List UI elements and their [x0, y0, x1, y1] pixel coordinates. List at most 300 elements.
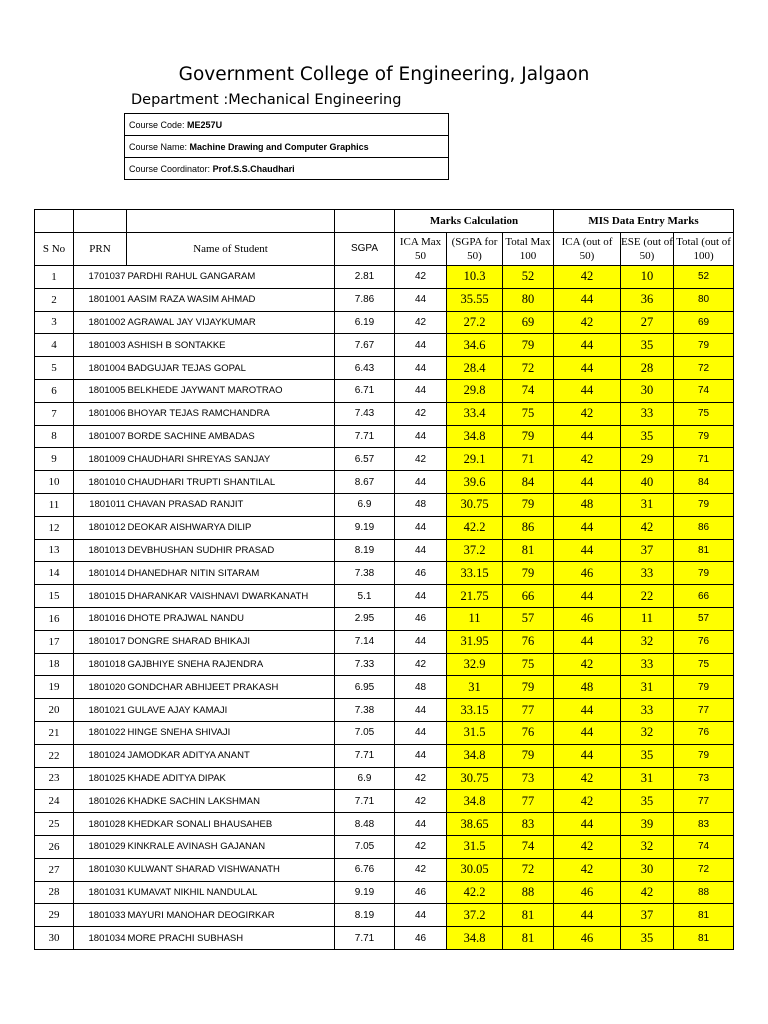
course-name-row [125, 136, 449, 158]
prn-cell: 1801028 [74, 813, 127, 836]
ese-out-cell: 39 [621, 813, 674, 836]
total-out-cell: 79 [674, 676, 734, 699]
sgpa-cell: 6.9 [335, 493, 395, 516]
ese-out-cell: 35 [621, 334, 674, 357]
sgpa-cell: 6.57 [335, 448, 395, 471]
total-max-cell: 52 [503, 266, 554, 289]
ica-max-cell: 48 [395, 493, 447, 516]
ica-max-cell: 44 [395, 699, 447, 722]
ese-out-cell: 36 [621, 288, 674, 311]
ica-max-cell: 44 [395, 357, 447, 380]
course-coordinator-row [125, 158, 449, 180]
prn-cell: 1801024 [74, 744, 127, 767]
marks-table [34, 209, 734, 950]
ese-out-cell: 22 [621, 585, 674, 608]
prn-cell: 1801029 [74, 835, 127, 858]
ese-out-cell: 37 [621, 539, 674, 562]
prn-cell: 1801011 [74, 493, 127, 516]
ica-max-cell: 44 [395, 813, 447, 836]
total-max-cell: 80 [503, 288, 554, 311]
ica-out-cell: 44 [554, 699, 621, 722]
sgpa-for-50-cell: 37.2 [447, 904, 503, 927]
total-max-cell: 88 [503, 881, 554, 904]
table-row [35, 493, 734, 516]
ica-max-cell: 44 [395, 904, 447, 927]
ica-out-cell: 46 [554, 607, 621, 630]
ica-max-cell: 44 [395, 585, 447, 608]
sgpa-cell: 7.86 [335, 288, 395, 311]
total-max-cell: 76 [503, 721, 554, 744]
student-name-cell: JAMODKAR ADITYA ANANT [127, 744, 335, 767]
sgpa-for-50-cell: 42.2 [447, 516, 503, 539]
student-name-cell: CHAUDHARI SHREYAS SANJAY [127, 448, 335, 471]
course-code: ME257U [187, 119, 223, 130]
student-name-cell: KHEDKAR SONALI BHAUSAHEB [127, 813, 335, 836]
sgpa-cell: 8.67 [335, 471, 395, 494]
col-sno: S No [35, 233, 74, 266]
sno-cell: 5 [35, 357, 74, 380]
sno-cell: 23 [35, 767, 74, 790]
column-header-row [35, 233, 734, 266]
sgpa-cell: 5.1 [335, 585, 395, 608]
student-name-cell: KHADE ADITYA DIPAK [127, 767, 335, 790]
sno-cell: 15 [35, 585, 74, 608]
student-name-cell: GAJBHIYE SNEHA RAJENDRA [127, 653, 335, 676]
group-header-row [35, 210, 734, 233]
ese-out-cell: 42 [621, 516, 674, 539]
ica-max-cell: 42 [395, 767, 447, 790]
course-coordinator: Prof.S.S.Chaudhari [212, 163, 295, 174]
prn-cell: 1801007 [74, 425, 127, 448]
prn-cell: 1801030 [74, 858, 127, 881]
total-max-cell: 79 [503, 562, 554, 585]
student-name-cell: MORE PRACHI SUBHASH [127, 927, 335, 950]
sno-cell: 30 [35, 927, 74, 950]
ese-out-cell: 10 [621, 266, 674, 289]
ica-max-cell: 44 [395, 516, 447, 539]
total-out-cell: 83 [674, 813, 734, 836]
ese-out-cell: 33 [621, 402, 674, 425]
ica-out-cell: 44 [554, 630, 621, 653]
sgpa-cell: 7.38 [335, 699, 395, 722]
ica-out-cell: 46 [554, 881, 621, 904]
ica-out-cell: 42 [554, 653, 621, 676]
student-name-cell: BORDE SACHINE AMBADAS [127, 425, 335, 448]
mis-data-entry-header: MIS Data Entry Marks [554, 210, 734, 233]
total-max-cell: 72 [503, 858, 554, 881]
ica-out-cell: 44 [554, 744, 621, 767]
sno-cell: 12 [35, 516, 74, 539]
student-name-cell: DEOKAR AISHWARYA DILIP [127, 516, 335, 539]
student-name-cell: BADGUJAR TEJAS GOPAL [127, 357, 335, 380]
total-max-cell: 57 [503, 607, 554, 630]
prn-cell: 1801003 [74, 334, 127, 357]
sgpa-for-50-cell: 11 [447, 607, 503, 630]
ica-out-cell: 44 [554, 357, 621, 380]
sno-cell: 22 [35, 744, 74, 767]
table-row [35, 630, 734, 653]
ese-out-cell: 32 [621, 630, 674, 653]
sgpa-cell: 7.71 [335, 790, 395, 813]
ica-max-cell: 44 [395, 334, 447, 357]
ese-out-cell: 31 [621, 767, 674, 790]
table-row [35, 471, 734, 494]
sgpa-for-50-cell: 31.5 [447, 835, 503, 858]
student-name-cell: KUMAVAT NIKHIL NANDULAL [127, 881, 335, 904]
table-row [35, 676, 734, 699]
prn-cell: 1801018 [74, 653, 127, 676]
prn-cell: 1801014 [74, 562, 127, 585]
sno-cell: 7 [35, 402, 74, 425]
sgpa-cell: 6.43 [335, 357, 395, 380]
prn-cell: 1801012 [74, 516, 127, 539]
total-out-cell: 79 [674, 334, 734, 357]
ica-max-cell: 46 [395, 607, 447, 630]
student-name-cell: PARDHI RAHUL GANGARAM [127, 266, 335, 289]
prn-cell: 1801013 [74, 539, 127, 562]
total-max-cell: 75 [503, 402, 554, 425]
course-coordinator-label: Course Coordinator: [129, 163, 211, 174]
total-out-cell: 74 [674, 379, 734, 402]
total-out-cell: 81 [674, 539, 734, 562]
total-max-cell: 79 [503, 744, 554, 767]
total-max-cell: 81 [503, 904, 554, 927]
sgpa-for-50-cell: 31 [447, 676, 503, 699]
ese-out-cell: 35 [621, 790, 674, 813]
ica-max-cell: 42 [395, 653, 447, 676]
sgpa-for-50-cell: 30.75 [447, 767, 503, 790]
table-row [35, 721, 734, 744]
sgpa-for-50-cell: 34.8 [447, 425, 503, 448]
ica-max-cell: 46 [395, 881, 447, 904]
ica-out-cell: 42 [554, 790, 621, 813]
sno-cell: 2 [35, 288, 74, 311]
sgpa-cell: 6.95 [335, 676, 395, 699]
total-out-cell: 69 [674, 311, 734, 334]
total-out-cell: 77 [674, 699, 734, 722]
sgpa-for-50-cell: 39.6 [447, 471, 503, 494]
table-row [35, 927, 734, 950]
prn-cell: 1801033 [74, 904, 127, 927]
total-out-cell: 71 [674, 448, 734, 471]
total-out-cell: 86 [674, 516, 734, 539]
table-row [35, 448, 734, 471]
ica-max-cell: 42 [395, 266, 447, 289]
sgpa-for-50-cell: 29.8 [447, 379, 503, 402]
prn-cell: 1701037 [74, 266, 127, 289]
total-max-cell: 86 [503, 516, 554, 539]
total-max-cell: 79 [503, 334, 554, 357]
sno-cell: 6 [35, 379, 74, 402]
ica-out-cell: 44 [554, 425, 621, 448]
table-row [35, 357, 734, 380]
col-ica-max: ICA Max 50 [395, 233, 447, 266]
student-name-cell: HINGE SNEHA SHIVAJI [127, 721, 335, 744]
sno-cell: 3 [35, 311, 74, 334]
student-name-cell: DHARANKAR VAISHNAVI DWARKANATH [127, 585, 335, 608]
sno-cell: 1 [35, 266, 74, 289]
ica-max-cell: 46 [395, 927, 447, 950]
total-max-cell: 83 [503, 813, 554, 836]
sgpa-cell: 9.19 [335, 516, 395, 539]
total-out-cell: 81 [674, 904, 734, 927]
ica-max-cell: 44 [395, 288, 447, 311]
sno-cell: 25 [35, 813, 74, 836]
sgpa-for-50-cell: 28.4 [447, 357, 503, 380]
total-out-cell: 84 [674, 471, 734, 494]
marks-calculation-header: Marks Calculation [395, 210, 554, 233]
ica-out-cell: 42 [554, 448, 621, 471]
sgpa-for-50-cell: 10.3 [447, 266, 503, 289]
ica-max-cell: 42 [395, 790, 447, 813]
prn-cell: 1801010 [74, 471, 127, 494]
prn-cell: 1801005 [74, 379, 127, 402]
prn-cell: 1801022 [74, 721, 127, 744]
sgpa-cell: 2.81 [335, 266, 395, 289]
sno-cell: 14 [35, 562, 74, 585]
ica-out-cell: 42 [554, 266, 621, 289]
total-out-cell: 79 [674, 562, 734, 585]
table-row [35, 744, 734, 767]
sgpa-cell: 8.19 [335, 904, 395, 927]
student-name-cell: GULAVE AJAY KAMAJI [127, 699, 335, 722]
student-name-cell: DHOTE PRAJWAL NANDU [127, 607, 335, 630]
ica-out-cell: 46 [554, 562, 621, 585]
ese-out-cell: 37 [621, 904, 674, 927]
ica-max-cell: 44 [395, 630, 447, 653]
sno-cell: 20 [35, 699, 74, 722]
sgpa-cell: 7.14 [335, 630, 395, 653]
ica-max-cell: 44 [395, 471, 447, 494]
total-max-cell: 66 [503, 585, 554, 608]
sgpa-cell: 7.33 [335, 653, 395, 676]
course-code-row [125, 114, 449, 136]
course-name: Machine Drawing and Computer Graphics [189, 141, 369, 152]
prn-cell: 1801021 [74, 699, 127, 722]
sgpa-for-50-cell: 38.65 [447, 813, 503, 836]
sgpa-cell: 7.43 [335, 402, 395, 425]
ica-out-cell: 48 [554, 493, 621, 516]
sno-cell: 18 [35, 653, 74, 676]
sno-cell: 24 [35, 790, 74, 813]
prn-cell: 1801015 [74, 585, 127, 608]
prn-cell: 1801006 [74, 402, 127, 425]
ica-max-cell: 42 [395, 858, 447, 881]
ica-out-cell: 42 [554, 311, 621, 334]
sgpa-cell: 7.38 [335, 562, 395, 585]
total-out-cell: 76 [674, 630, 734, 653]
sgpa-for-50-cell: 21.75 [447, 585, 503, 608]
table-row [35, 425, 734, 448]
table-row [35, 790, 734, 813]
sgpa-for-50-cell: 33.4 [447, 402, 503, 425]
ica-out-cell: 44 [554, 721, 621, 744]
total-max-cell: 74 [503, 379, 554, 402]
ese-out-cell: 28 [621, 357, 674, 380]
sgpa-cell: 6.76 [335, 858, 395, 881]
total-out-cell: 76 [674, 721, 734, 744]
total-out-cell: 81 [674, 927, 734, 950]
ese-out-cell: 31 [621, 676, 674, 699]
ica-out-cell: 44 [554, 379, 621, 402]
col-name: Name of Student [127, 233, 335, 266]
ica-out-cell: 44 [554, 813, 621, 836]
col-sgpa: SGPA [335, 233, 395, 266]
total-out-cell: 80 [674, 288, 734, 311]
student-name-cell: DONGRE SHARAD BHIKAJI [127, 630, 335, 653]
sgpa-for-50-cell: 42.2 [447, 881, 503, 904]
institution-title: Government College of Engineering, Jalgaon [178, 64, 590, 85]
col-sgpa-for-50: (SGPA for 50) [447, 233, 503, 266]
sgpa-for-50-cell: 30.05 [447, 858, 503, 881]
ica-max-cell: 48 [395, 676, 447, 699]
student-name-cell: DHANEDHAR NITIN SITARAM [127, 562, 335, 585]
total-max-cell: 73 [503, 767, 554, 790]
ese-out-cell: 40 [621, 471, 674, 494]
prn-cell: 1801031 [74, 881, 127, 904]
sgpa-for-50-cell: 31.95 [447, 630, 503, 653]
table-row [35, 516, 734, 539]
student-name-cell: CHAUDHARI TRUPTI SHANTILAL [127, 471, 335, 494]
total-max-cell: 79 [503, 493, 554, 516]
total-max-cell: 81 [503, 539, 554, 562]
ica-out-cell: 42 [554, 858, 621, 881]
ese-out-cell: 29 [621, 448, 674, 471]
student-name-cell: KHADKE SACHIN LAKSHMAN [127, 790, 335, 813]
ica-out-cell: 42 [554, 835, 621, 858]
ica-out-cell: 42 [554, 402, 621, 425]
total-out-cell: 74 [674, 835, 734, 858]
student-name-cell: BHOYAR TEJAS RAMCHANDRA [127, 402, 335, 425]
ica-max-cell: 44 [395, 379, 447, 402]
table-row [35, 334, 734, 357]
ica-out-cell: 44 [554, 516, 621, 539]
table-row [35, 266, 734, 289]
total-max-cell: 76 [503, 630, 554, 653]
student-rows [35, 266, 734, 950]
sno-cell: 11 [35, 493, 74, 516]
sgpa-for-50-cell: 29.1 [447, 448, 503, 471]
ese-out-cell: 30 [621, 379, 674, 402]
sgpa-cell: 7.71 [335, 425, 395, 448]
col-prn: PRN [74, 233, 127, 266]
sno-cell: 29 [35, 904, 74, 927]
sgpa-for-50-cell: 34.8 [447, 927, 503, 950]
total-out-cell: 88 [674, 881, 734, 904]
student-name-cell: DEVBHUSHAN SUDHIR PRASAD [127, 539, 335, 562]
ica-max-cell: 44 [395, 721, 447, 744]
ese-out-cell: 35 [621, 927, 674, 950]
total-out-cell: 75 [674, 402, 734, 425]
total-out-cell: 72 [674, 357, 734, 380]
sno-cell: 10 [35, 471, 74, 494]
ese-out-cell: 35 [621, 425, 674, 448]
prn-cell: 1801017 [74, 630, 127, 653]
ese-out-cell: 32 [621, 721, 674, 744]
table-row [35, 379, 734, 402]
total-max-cell: 81 [503, 927, 554, 950]
sgpa-for-50-cell: 34.6 [447, 334, 503, 357]
sno-cell: 27 [35, 858, 74, 881]
total-max-cell: 74 [503, 835, 554, 858]
sgpa-cell: 7.05 [335, 835, 395, 858]
ese-out-cell: 33 [621, 653, 674, 676]
course-name-label: Course Name: [129, 141, 188, 152]
prn-cell: 1801026 [74, 790, 127, 813]
ese-out-cell: 32 [621, 835, 674, 858]
total-max-cell: 79 [503, 425, 554, 448]
table-row [35, 311, 734, 334]
ica-max-cell: 44 [395, 539, 447, 562]
sgpa-for-50-cell: 34.8 [447, 790, 503, 813]
student-name-cell: MAYURI MANOHAR DEOGIRKAR [127, 904, 335, 927]
ica-out-cell: 44 [554, 904, 621, 927]
ese-out-cell: 42 [621, 881, 674, 904]
table-row [35, 653, 734, 676]
total-max-cell: 84 [503, 471, 554, 494]
ese-out-cell: 30 [621, 858, 674, 881]
ica-max-cell: 42 [395, 835, 447, 858]
total-out-cell: 75 [674, 653, 734, 676]
table-row [35, 904, 734, 927]
sno-cell: 13 [35, 539, 74, 562]
ica-out-cell: 44 [554, 585, 621, 608]
student-name-cell: AGRAWAL JAY VIJAYKUMAR [127, 311, 335, 334]
total-max-cell: 71 [503, 448, 554, 471]
table-row [35, 402, 734, 425]
prn-cell: 1801034 [74, 927, 127, 950]
sno-cell: 26 [35, 835, 74, 858]
total-max-cell: 75 [503, 653, 554, 676]
table-row [35, 858, 734, 881]
sgpa-cell: 6.9 [335, 767, 395, 790]
table-row [35, 288, 734, 311]
ica-out-cell: 42 [554, 767, 621, 790]
ica-max-cell: 42 [395, 311, 447, 334]
student-name-cell: KINKRALE AVINASH GAJANAN [127, 835, 335, 858]
sno-cell: 4 [35, 334, 74, 357]
table-row [35, 881, 734, 904]
ese-out-cell: 11 [621, 607, 674, 630]
total-max-cell: 72 [503, 357, 554, 380]
sgpa-cell: 7.67 [335, 334, 395, 357]
sgpa-cell: 2.95 [335, 607, 395, 630]
sgpa-cell: 6.19 [335, 311, 395, 334]
student-name-cell: AASIM RAZA WASIM AHMAD [127, 288, 335, 311]
ese-out-cell: 33 [621, 562, 674, 585]
sgpa-cell: 6.71 [335, 379, 395, 402]
total-out-cell: 79 [674, 493, 734, 516]
total-out-cell: 77 [674, 790, 734, 813]
prn-cell: 1801004 [74, 357, 127, 380]
table-row [35, 607, 734, 630]
sno-cell: 9 [35, 448, 74, 471]
col-ese-out: ESE (out of 50) [621, 233, 674, 266]
prn-cell: 1801025 [74, 767, 127, 790]
sgpa-cell: 7.71 [335, 927, 395, 950]
prn-cell: 1801009 [74, 448, 127, 471]
sgpa-for-50-cell: 31.5 [447, 721, 503, 744]
table-row [35, 835, 734, 858]
department-name: Department :Mechanical Engineering [131, 92, 402, 108]
ica-out-cell: 44 [554, 288, 621, 311]
ese-out-cell: 35 [621, 744, 674, 767]
table-row [35, 562, 734, 585]
ese-out-cell: 31 [621, 493, 674, 516]
total-out-cell: 66 [674, 585, 734, 608]
sgpa-cell: 7.05 [335, 721, 395, 744]
ica-max-cell: 42 [395, 402, 447, 425]
